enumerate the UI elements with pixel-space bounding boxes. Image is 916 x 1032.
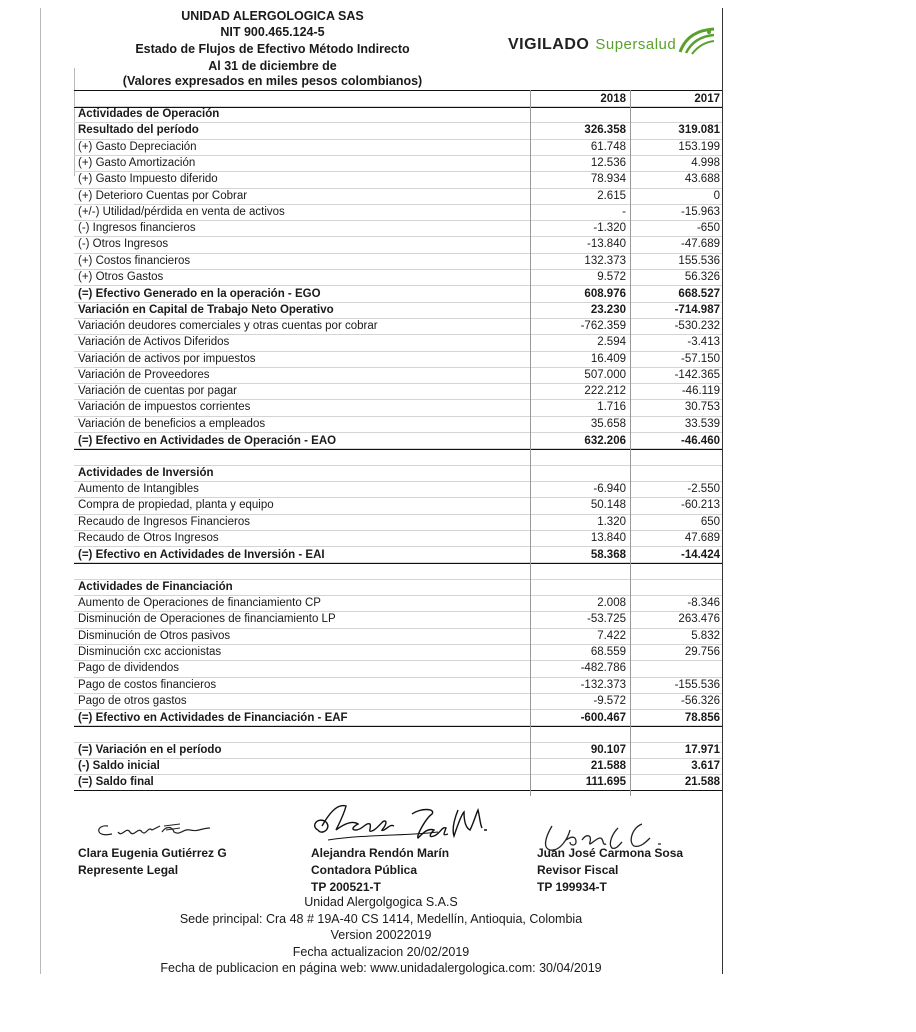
value-2018: 50.148 xyxy=(590,499,626,512)
year-2018-header: 2018 xyxy=(600,93,626,105)
table-row xyxy=(74,579,722,595)
row-label: (-) Ingresos financieros xyxy=(78,222,196,235)
grid-line xyxy=(74,725,722,726)
table-row xyxy=(74,465,722,481)
table-row xyxy=(74,693,722,709)
value-2017: 29.756 xyxy=(684,645,720,658)
value-2017: -46.460 xyxy=(680,435,720,447)
row-label: (-) Saldo inicial xyxy=(78,760,160,772)
row-label: (=) Efectivo en Actividades de Inversión - EAI xyxy=(78,549,325,562)
value-2017: -8.346 xyxy=(687,597,720,609)
footer-updated: Fecha actualizacion 20/02/2019 xyxy=(292,945,470,959)
grid-line xyxy=(74,546,722,547)
grid-line xyxy=(74,709,722,710)
column-line xyxy=(40,8,41,974)
grid-line xyxy=(74,204,722,205)
value-2017: 47.689 xyxy=(684,531,720,544)
row-label: Recaudo de Ingresos Financieros xyxy=(78,515,250,528)
grid-line xyxy=(74,253,722,254)
table-row xyxy=(74,204,722,220)
row-label: (-) Otros Ingresos xyxy=(78,238,169,251)
row-label: Variación en Capital de Trabajo Neto Operativo xyxy=(78,303,334,316)
value-2017: 21.588 xyxy=(684,776,720,789)
value-2017: -142.365 xyxy=(674,368,720,381)
statement-title: Estado de Flujos de Efectivo Método Indirecto xyxy=(135,42,410,56)
grid-line xyxy=(74,171,722,172)
table-row xyxy=(74,188,722,204)
value-2017: -714.987 xyxy=(674,303,720,316)
year-2017-header: 2017 xyxy=(694,93,720,105)
row-label: Pago de costos financieros xyxy=(78,678,217,691)
value-2018: -762.359 xyxy=(580,319,626,332)
value-2018: -132.373 xyxy=(580,678,626,691)
grid-line xyxy=(74,774,722,775)
value-2017: -15.963 xyxy=(680,205,720,218)
value-2017: -57.150 xyxy=(680,352,720,365)
table-row xyxy=(74,546,722,564)
signatory-name: Juan José Carmona Sosa xyxy=(537,846,684,860)
grid-line xyxy=(74,514,722,515)
footer-address: Sede principal: Cra 48 # 19A-40 CS 1414, Medellín, Antioquia, Colombia xyxy=(179,912,583,926)
grid-line xyxy=(74,302,722,303)
grid-line xyxy=(74,236,722,237)
table-row xyxy=(74,709,722,727)
value-2017: -2.550 xyxy=(687,482,720,495)
signatory-role: Contadora Pública xyxy=(311,863,418,877)
row-label: Variación de activos por impuestos xyxy=(78,352,256,365)
row-label: (+) Gasto Depreciación xyxy=(78,140,197,153)
row-label: Aumento de Operaciones de financiamiento CP xyxy=(78,597,321,609)
value-2017: 30.753 xyxy=(684,401,720,414)
signatory-name: Alejandra Rendón Marín xyxy=(311,846,450,860)
table-row xyxy=(74,448,722,464)
value-2017: -650 xyxy=(696,222,720,235)
table-row xyxy=(74,644,722,660)
footer-version: Version 20022019 xyxy=(330,928,432,942)
value-2018: 7.422 xyxy=(597,629,626,642)
table-row xyxy=(74,253,722,269)
value-2018: 68.559 xyxy=(590,645,626,658)
value-2018: 35.658 xyxy=(590,417,626,430)
grid-line xyxy=(74,122,722,123)
grid-line xyxy=(74,416,722,417)
grid-line xyxy=(74,579,722,580)
supersalud-logo-icon xyxy=(676,26,718,56)
supersalud-brand: Supersalud xyxy=(595,36,677,53)
grid-line xyxy=(74,465,722,466)
value-2018: -1.320 xyxy=(593,222,626,235)
grid-line xyxy=(74,220,722,221)
row-label: Actividades de Operación xyxy=(78,108,220,120)
table-row xyxy=(74,302,722,318)
row-label: (+/-) Utilidad/pérdida en venta de activos xyxy=(78,205,285,218)
table-row xyxy=(74,106,722,122)
value-2017: 263.476 xyxy=(678,613,720,626)
table-row xyxy=(74,399,722,415)
column-line xyxy=(722,8,723,974)
signature-accountant-icon xyxy=(308,800,498,848)
row-label: (+) Deterioro Cuentas por Cobrar xyxy=(78,189,248,202)
table-row xyxy=(74,334,722,350)
value-2018: 13.840 xyxy=(590,531,626,544)
value-2017: 319.081 xyxy=(678,124,720,137)
grid-line xyxy=(74,448,722,449)
table-row xyxy=(74,497,722,513)
row-label: Resultado del período xyxy=(78,124,199,137)
row-label: Recaudo de Otros Ingresos xyxy=(78,531,219,544)
row-label: (=) Saldo final xyxy=(78,776,154,789)
row-label: Aumento de Intangibles xyxy=(78,482,199,495)
value-2018: 1.320 xyxy=(597,515,626,528)
row-label: (=) Efectivo en Actividades de Operación - EAO xyxy=(78,435,337,447)
value-column-border xyxy=(630,90,631,796)
value-2018: 2.008 xyxy=(597,597,626,609)
grid-line xyxy=(74,383,722,384)
grid-line xyxy=(74,497,722,498)
value-2017: 5.832 xyxy=(691,629,720,642)
row-label: Disminución cxc accionistas xyxy=(78,645,222,658)
value-2017: -530.232 xyxy=(674,319,720,332)
value-2018: -6.940 xyxy=(593,482,626,495)
row-label: Variación de cuentas por pagar xyxy=(78,385,237,398)
value-2017: 43.688 xyxy=(684,173,720,186)
row-label: Pago de otros gastos xyxy=(78,694,187,707)
row-label: (=) Variación en el período xyxy=(78,743,222,756)
table-row xyxy=(74,236,722,252)
table-row xyxy=(74,367,722,383)
value-2017: 78.856 xyxy=(684,712,720,725)
value-2018: 90.107 xyxy=(590,743,626,756)
value-2017: 668.527 xyxy=(678,288,720,301)
value-2018: 78.934 xyxy=(590,173,626,186)
signatory-name: Clara Eugenia Gutiérrez G xyxy=(78,846,227,860)
grid-line xyxy=(74,432,722,433)
grid-line xyxy=(74,106,722,107)
table-row xyxy=(74,481,722,497)
value-2017: 650 xyxy=(700,515,720,528)
footer-published: Fecha de publicacion en página web: www.unidadalergologica.com: 30/04/2019 xyxy=(160,961,602,975)
row-label: Compra de propiedad, planta y equipo xyxy=(78,499,274,512)
table-row xyxy=(74,530,722,546)
value-2018: 132.373 xyxy=(584,254,626,267)
grid-line xyxy=(74,155,722,156)
table-row xyxy=(74,171,722,187)
grid-line xyxy=(74,351,722,352)
vigilado-label: VIGILADO xyxy=(508,36,590,53)
value-2018: 1.716 xyxy=(597,401,626,414)
grid-line xyxy=(74,334,722,335)
table-row xyxy=(74,351,722,367)
grid-line xyxy=(74,285,722,286)
value-2017: 56.326 xyxy=(684,271,720,283)
row-label: (+) Costos financieros xyxy=(78,254,191,267)
value-2017: -47.689 xyxy=(680,238,720,251)
row-label: Pago de dividendos xyxy=(78,662,180,675)
value-2018: 16.409 xyxy=(590,352,626,365)
value-2018: 111.695 xyxy=(585,776,626,789)
row-label: Variación deudores comerciales y otras cuentas por cobrar xyxy=(78,319,378,332)
table-row xyxy=(74,220,722,236)
grid-line xyxy=(74,367,722,368)
table-row xyxy=(74,122,722,138)
table-row xyxy=(74,383,722,399)
row-label: (=) Efectivo Generado en la operación - EGO xyxy=(78,288,321,301)
value-2018: -482.786 xyxy=(580,662,626,675)
value-2018: 12.536 xyxy=(590,156,626,169)
signatory-role: Represente Legal xyxy=(78,863,179,877)
value-2018: 222.212 xyxy=(584,385,626,398)
value-2018: - xyxy=(622,205,626,218)
value-2018: -53.725 xyxy=(586,613,626,626)
row-label: Disminución de Otros pasivos xyxy=(78,629,231,642)
table-row xyxy=(74,611,722,627)
row-label: (=) Efectivo en Actividades de Financiación - EAF xyxy=(78,712,348,725)
table-row xyxy=(74,416,722,432)
value-2018: 58.368 xyxy=(590,549,626,562)
signature-legal-rep-icon xyxy=(88,816,258,844)
company-nit: NIT 900.465.124-5 xyxy=(220,25,325,39)
row-label: Variación de Activos Diferidos xyxy=(78,336,230,349)
value-2018: 632.206 xyxy=(584,435,626,447)
row-label: Disminución de Operaciones de financiamiento LP xyxy=(78,613,336,626)
grid-line xyxy=(74,628,722,629)
value-2017: 17.971 xyxy=(684,743,720,756)
row-label: Variación de impuestos corrientes xyxy=(78,401,251,414)
table-row xyxy=(74,269,722,285)
value-2018: 2.594 xyxy=(597,336,626,349)
table-row xyxy=(74,139,722,155)
grid-line xyxy=(74,188,722,189)
company-name: UNIDAD ALERGOLOGICA SAS xyxy=(181,9,364,23)
signatory-role: Revisor Fiscal xyxy=(537,863,619,877)
signatory-tp: TP 199934-T xyxy=(537,880,607,894)
value-2018: 326.358 xyxy=(584,124,626,137)
grid-line xyxy=(74,318,722,319)
table-row xyxy=(74,285,722,303)
value-2018: 23.230 xyxy=(590,303,626,316)
grid-line xyxy=(74,139,722,140)
value-2017: 0 xyxy=(713,189,720,202)
value-2017: -155.536 xyxy=(674,678,720,691)
value-2018: 507.000 xyxy=(584,368,626,381)
value-2017: -60.213 xyxy=(680,499,720,512)
value-2017: -14.424 xyxy=(680,549,720,562)
value-2017: -46.119 xyxy=(681,385,720,398)
footer-company: Unidad Alergolgogica S.A.S xyxy=(304,895,458,909)
value-2018: -9.572 xyxy=(593,694,626,707)
table-row xyxy=(74,318,722,334)
row-label: Variación de beneficios a empleados xyxy=(78,417,266,430)
vigilado-supersalud xyxy=(508,36,676,54)
value-2017: 3.617 xyxy=(691,760,720,772)
value-2018: 2.615 xyxy=(597,189,626,202)
grid-line xyxy=(74,530,722,531)
grid-line xyxy=(74,595,722,596)
table-row xyxy=(74,432,722,450)
signatory-tp: TP 200521-T xyxy=(311,880,381,894)
table-row xyxy=(74,742,722,758)
value-2018: 9.572 xyxy=(597,271,626,283)
value-2017: 153.199 xyxy=(678,140,720,153)
value-2017: -56.326 xyxy=(680,694,720,707)
value-2017: 4.998 xyxy=(691,156,720,169)
value-2017: 33.539 xyxy=(684,417,720,430)
value-2018: 61.748 xyxy=(590,140,626,153)
value-2018: 608.976 xyxy=(584,288,626,301)
grid-line xyxy=(74,481,722,482)
grid-line xyxy=(74,562,722,563)
grid-line xyxy=(74,269,722,270)
grid-line xyxy=(74,693,722,694)
grid-line xyxy=(74,758,722,759)
value-column-border xyxy=(530,90,531,796)
grid-line xyxy=(74,742,722,743)
value-2018: -600.467 xyxy=(580,712,626,725)
table-row xyxy=(74,758,722,775)
row-label: Actividades de Inversión xyxy=(78,466,214,479)
table-row xyxy=(74,595,722,611)
table-row xyxy=(74,514,722,530)
table-row xyxy=(74,660,722,676)
value-2017: 155.536 xyxy=(678,254,720,267)
table-row xyxy=(74,628,722,644)
grid-line xyxy=(74,644,722,645)
row-label: (+) Gasto Amortización xyxy=(78,156,196,169)
value-2018: 21.588 xyxy=(590,760,626,772)
value-2018: -13.840 xyxy=(586,238,626,251)
table-row xyxy=(74,677,722,693)
grid-line xyxy=(74,660,722,661)
grid-line xyxy=(74,677,722,678)
table-row xyxy=(74,725,722,741)
table-row xyxy=(74,774,722,791)
table-row xyxy=(74,562,722,578)
grid-line xyxy=(74,399,722,400)
grid-line xyxy=(74,611,722,612)
row-label: (+) Otros Gastos xyxy=(78,271,164,283)
row-label: Actividades de Financiación xyxy=(78,580,233,593)
row-label: (+) Gasto Impuesto diferido xyxy=(78,173,218,186)
table-row xyxy=(74,155,722,171)
value-2017: -3.413 xyxy=(687,336,720,349)
statement-date: Al 31 de diciembre de xyxy=(208,59,337,73)
row-label: Variación de Proveedores xyxy=(78,368,210,381)
financial-statement-sheet xyxy=(40,8,722,974)
statement-units: (Valores expresados en miles pesos colombianos) xyxy=(122,74,423,88)
